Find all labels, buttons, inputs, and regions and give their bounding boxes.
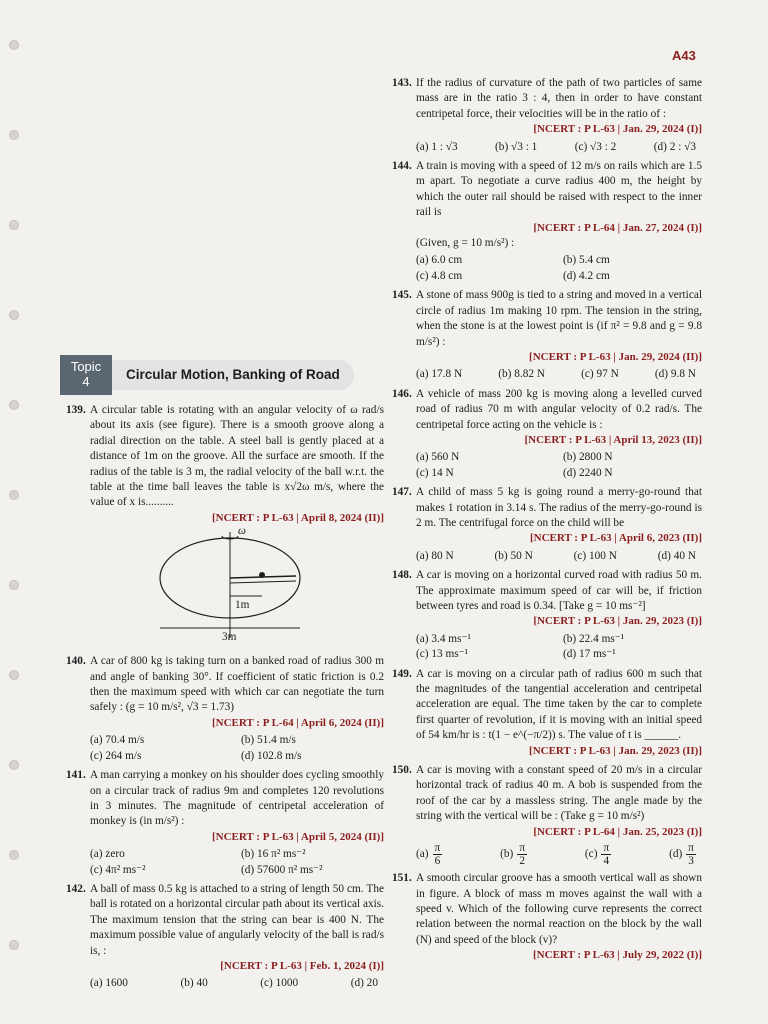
option-c[interactable]: (c) 4.8 cm — [416, 269, 463, 282]
option-c[interactable]: (c) 100 N — [573, 549, 617, 562]
option-d[interactable]: (d) 9.8 N — [654, 368, 696, 381]
fraction — [686, 842, 696, 867]
option-c[interactable]: (c) 97 N — [581, 368, 619, 381]
option-b[interactable]: (b) 50 N — [494, 549, 533, 562]
option-a[interactable]: (a) 1600 — [90, 977, 128, 990]
question-text: A circular table is rotating with an angular velocity of ω rad/s about its axis (see figure). There is a smooth groove along a radial direction on the table. A steel ball is gently placed at a distance of 1m on the groove. All the surface are smooth. If the radius of the table is 3 m, the radial velocity of the ball w.r.t. the table at the time ball leaves the table is x√2ω m/s, where the value of x is.......... — [90, 404, 384, 509]
options-grid — [416, 253, 702, 284]
option-label: (d) — [669, 847, 683, 860]
topic-header — [60, 355, 384, 395]
topic-badge — [60, 355, 112, 395]
fraction — [433, 842, 443, 867]
options-row — [90, 976, 384, 991]
question-number: 144. — [392, 160, 412, 173]
one-metre-label: 1m — [235, 599, 250, 612]
topic-badge-label: Topic — [70, 359, 102, 374]
question-reference: [NCERT : P L-63 | April 8, 2024 (II)] — [211, 511, 384, 524]
denominator: 6 — [434, 855, 441, 868]
question-141 — [66, 768, 384, 878]
question-139 — [66, 403, 384, 650]
question-text: A man carrying a monkey on his shoulder does cycling smoothly on a circular track of radius 9m and completes 120 revolutions in 3 minutes. The magnitude of centripetal acceleration of monkey is (in m/s²) : — [90, 769, 384, 828]
option-label: (a) — [416, 847, 429, 860]
question-text: A car is moving on a horizontal curved road with radius 50 m. The approximate maximum speed of car will be, if friction between tyres and road is 0.34. [Take g = 10 ms⁻²] — [416, 569, 702, 612]
option-d[interactable]: (d) 102.8 m/s — [241, 749, 302, 762]
question-146 — [392, 387, 702, 481]
option-a[interactable]: (a) 3.4 ms⁻¹ — [416, 632, 471, 645]
question-148 — [392, 568, 702, 662]
numerator: π — [434, 842, 441, 855]
options-row — [416, 367, 702, 382]
question-140 — [66, 654, 384, 764]
option-c[interactable] — [585, 842, 611, 867]
question-number: 149. — [392, 667, 412, 680]
question-number: 148. — [392, 569, 412, 582]
question-reference: [NCERT : P L-63 | Jan. 29, 2024 (II)] — [529, 350, 702, 363]
option-label: (b) — [500, 847, 514, 860]
question-text: A vehicle of mass 200 kg is moving along a levelled curved road of radius 70 m with angular velocity of 0.2 rad/s. The centripetal force acting on the vehicle is : — [416, 387, 702, 431]
options-grid — [90, 847, 384, 878]
option-a[interactable]: (a) 560 N — [416, 451, 460, 464]
question-reference: [NCERT : P L-63 | Jan. 29, 2023 (I)] — [533, 615, 702, 628]
option-b[interactable]: (b) 22.4 ms⁻¹ — [563, 632, 625, 645]
left-column — [66, 355, 384, 996]
option-c[interactable]: (c) 1000 — [260, 977, 299, 990]
question-number: 143. — [392, 77, 412, 89]
numerator: π — [688, 842, 694, 855]
option-a[interactable]: (a) 6.0 cm — [416, 254, 463, 267]
question-text: If the radius of curvature of the path of two particles of same mass are in the ratio 3 : 4, then in order to have constant centripetal force, their velocities will be in the ratio of : — [416, 77, 702, 120]
question-reference: [NCERT : P L-64 | April 6, 2024 (II)] — [211, 716, 384, 729]
right-column — [392, 76, 702, 968]
option-b[interactable]: (b) 8.82 N — [498, 368, 545, 381]
option-d[interactable]: (d) 4.2 cm — [563, 269, 610, 282]
fraction — [601, 842, 611, 867]
question-reference: [NCERT : P L-63 | April 5, 2024 (II)] — [211, 830, 384, 843]
question-number: 140. — [66, 655, 86, 668]
question-number: 146. — [392, 387, 412, 400]
option-a[interactable]: (a) zero — [90, 848, 125, 861]
option-a[interactable]: (a) 17.8 N — [416, 368, 463, 381]
question-151 — [392, 871, 702, 963]
question-number: 150. — [392, 764, 412, 777]
option-a[interactable] — [416, 842, 442, 867]
omega-label: ω — [238, 525, 246, 538]
option-b[interactable]: (b) 5.4 cm — [563, 254, 610, 267]
options-row — [416, 140, 702, 155]
option-b[interactable]: (b) √3 : 1 — [495, 140, 538, 153]
binder-holes — [9, 0, 23, 1024]
option-d[interactable]: (d) 2240 N — [563, 466, 613, 479]
question-number: 151. — [392, 872, 412, 885]
question-reference: [NCERT : P L-64 | Jan. 25, 2023 (I)] — [533, 825, 702, 838]
question-number: 147. — [392, 486, 412, 499]
option-c[interactable]: (c) 264 m/s — [90, 749, 142, 762]
option-label: (c) — [584, 847, 598, 860]
question-number: 142. — [66, 882, 86, 895]
question-reference: [NCERT : P L-63 | Feb. 1, 2024 (I)] — [220, 959, 384, 972]
option-c[interactable]: (c) 14 N — [416, 466, 454, 479]
question-149 — [392, 667, 702, 759]
option-d[interactable]: (d) 40 N — [657, 549, 696, 562]
question-number: 145. — [392, 289, 412, 302]
rotating-table-figure — [130, 525, 384, 648]
question-text: A smooth circular groove has a smooth vertical wall as shown in figure. A block of mass m moves against the wall with a speed v. Which of the following curve represents the correct relation between the normal reaction on the block by the wall (N) and speed of the block (v)? — [416, 872, 702, 946]
question-reference: [NCERT : P L-63 | July 29, 2022 (I)] — [533, 949, 702, 962]
options-row — [416, 549, 702, 564]
numerator: π — [603, 842, 610, 855]
option-d[interactable]: (d) 20 — [350, 977, 378, 990]
question-given: (Given, g = 10 m/s²) : — [416, 237, 515, 250]
denominator: 2 — [519, 855, 526, 868]
option-b[interactable] — [500, 842, 527, 867]
fraction — [517, 842, 527, 867]
option-c[interactable]: (c) √3 : 2 — [574, 140, 617, 153]
option-b[interactable]: (b) 16 π² ms⁻² — [241, 848, 306, 861]
question-text: A car is moving on a circular path of radius 600 m such that the magnitudes of the tangential acceleration and centripetal acceleration are equal. The time taken by the car to complete first quarter of revolution, if it is moving with an initial speed of 54 km/hr is : t(1 − e^(−π/2)) s. The value of t is ______. — [416, 667, 702, 742]
question-143 — [392, 76, 702, 155]
question-text: A child of mass 5 kg is going round a merry-go-round that makes 1 rotation in 3.14 s. The radius of the merry-go-round is 2 m. The centrifugal force on the child will be — [416, 486, 702, 529]
option-c[interactable]: (c) 13 ms⁻¹ — [416, 648, 469, 661]
option-d[interactable]: (d) 17 ms⁻¹ — [563, 648, 616, 661]
option-a[interactable]: (a) 70.4 m/s — [90, 734, 145, 747]
options-grid — [90, 733, 384, 764]
option-d[interactable]: (d) 57600 π² ms⁻² — [241, 863, 323, 876]
denominator: 3 — [688, 855, 694, 868]
option-b[interactable]: (b) 2800 N — [563, 451, 613, 464]
three-metre-label: 3m — [222, 631, 237, 644]
question-reference: [NCERT : P L-63 | Jan. 29, 2023 (II)] — [529, 744, 702, 757]
question-147 — [392, 485, 702, 564]
option-d[interactable]: (d) 2 : √3 — [653, 140, 696, 153]
question-142 — [66, 882, 384, 992]
question-text: A car is moving with a constant speed of 20 m/s in a circular horizontal track of radius 40 m. A bob is suspended from the roof of the car by a massless string. The angle made by the string with the vertical will be : (Take g = 10 m/s²) — [416, 764, 702, 823]
question-reference: [NCERT : P L-63 | April 6, 2023 (II)] — [529, 532, 702, 545]
question-reference: [NCERT : P L-63 | Jan. 29, 2024 (I)] — [533, 123, 702, 136]
topic-title: Circular Motion, Banking of Road — [112, 360, 354, 390]
question-150 — [392, 763, 702, 867]
option-a[interactable]: (a) 1 : √3 — [416, 140, 458, 153]
option-d[interactable] — [669, 842, 696, 867]
question-text: A ball of mass 0.5 kg is attached to a string of length 50 cm. The ball is rotated on a horizontal circular path about its vertical axis. The maximum tension that the string can bear is 400 N. The maximum possible value of angularly velocity of the ball is rad/s is, : — [90, 882, 384, 957]
question-text: A train is moving with a speed of 12 m/s on rails which are 1.5 m apart. To negotiate a curve radius 400 m, the height by which the outer rail should be raised with respect to the inner rail is — [416, 160, 702, 219]
options-grid — [416, 632, 702, 663]
question-reference: [NCERT : P L-63 | April 13, 2023 (II)] — [524, 433, 702, 446]
option-c[interactable]: (c) 4π² ms⁻² — [90, 863, 146, 876]
denominator: 4 — [603, 855, 610, 868]
question-144 — [392, 159, 702, 284]
question-text: A stone of mass 900g is tied to a string and moved in a vertical circle of radius 1m making 10 rpm. The tension in the string, when the stone is at the lowest point is (if π² = 9.8 and g = 9.8 m/s²) : — [416, 289, 702, 348]
options-row — [416, 842, 702, 867]
page-number: A43 — [672, 48, 696, 63]
question-number: 141. — [66, 769, 86, 782]
question-text: A car of 800 kg is taking turn on a banked road of radius 300 m and angle of banking 30°. If coefficient of static friction is 0.2 then the maximum speed with which car can negotiate the turn safely : (g = 10 m/s², √3 = 1.73) — [90, 655, 384, 714]
option-b[interactable]: (b) 51.4 m/s — [241, 734, 296, 747]
question-number: 139. — [66, 404, 86, 416]
topic-badge-number: 4 — [82, 374, 90, 389]
options-grid — [416, 450, 702, 481]
option-a[interactable]: (a) 80 N — [416, 549, 454, 562]
question-reference: [NCERT : P L-64 | Jan. 27, 2024 (I)] — [533, 221, 702, 234]
option-b[interactable]: (b) 40 — [180, 977, 208, 990]
question-145 — [392, 288, 702, 382]
numerator: π — [519, 842, 526, 855]
